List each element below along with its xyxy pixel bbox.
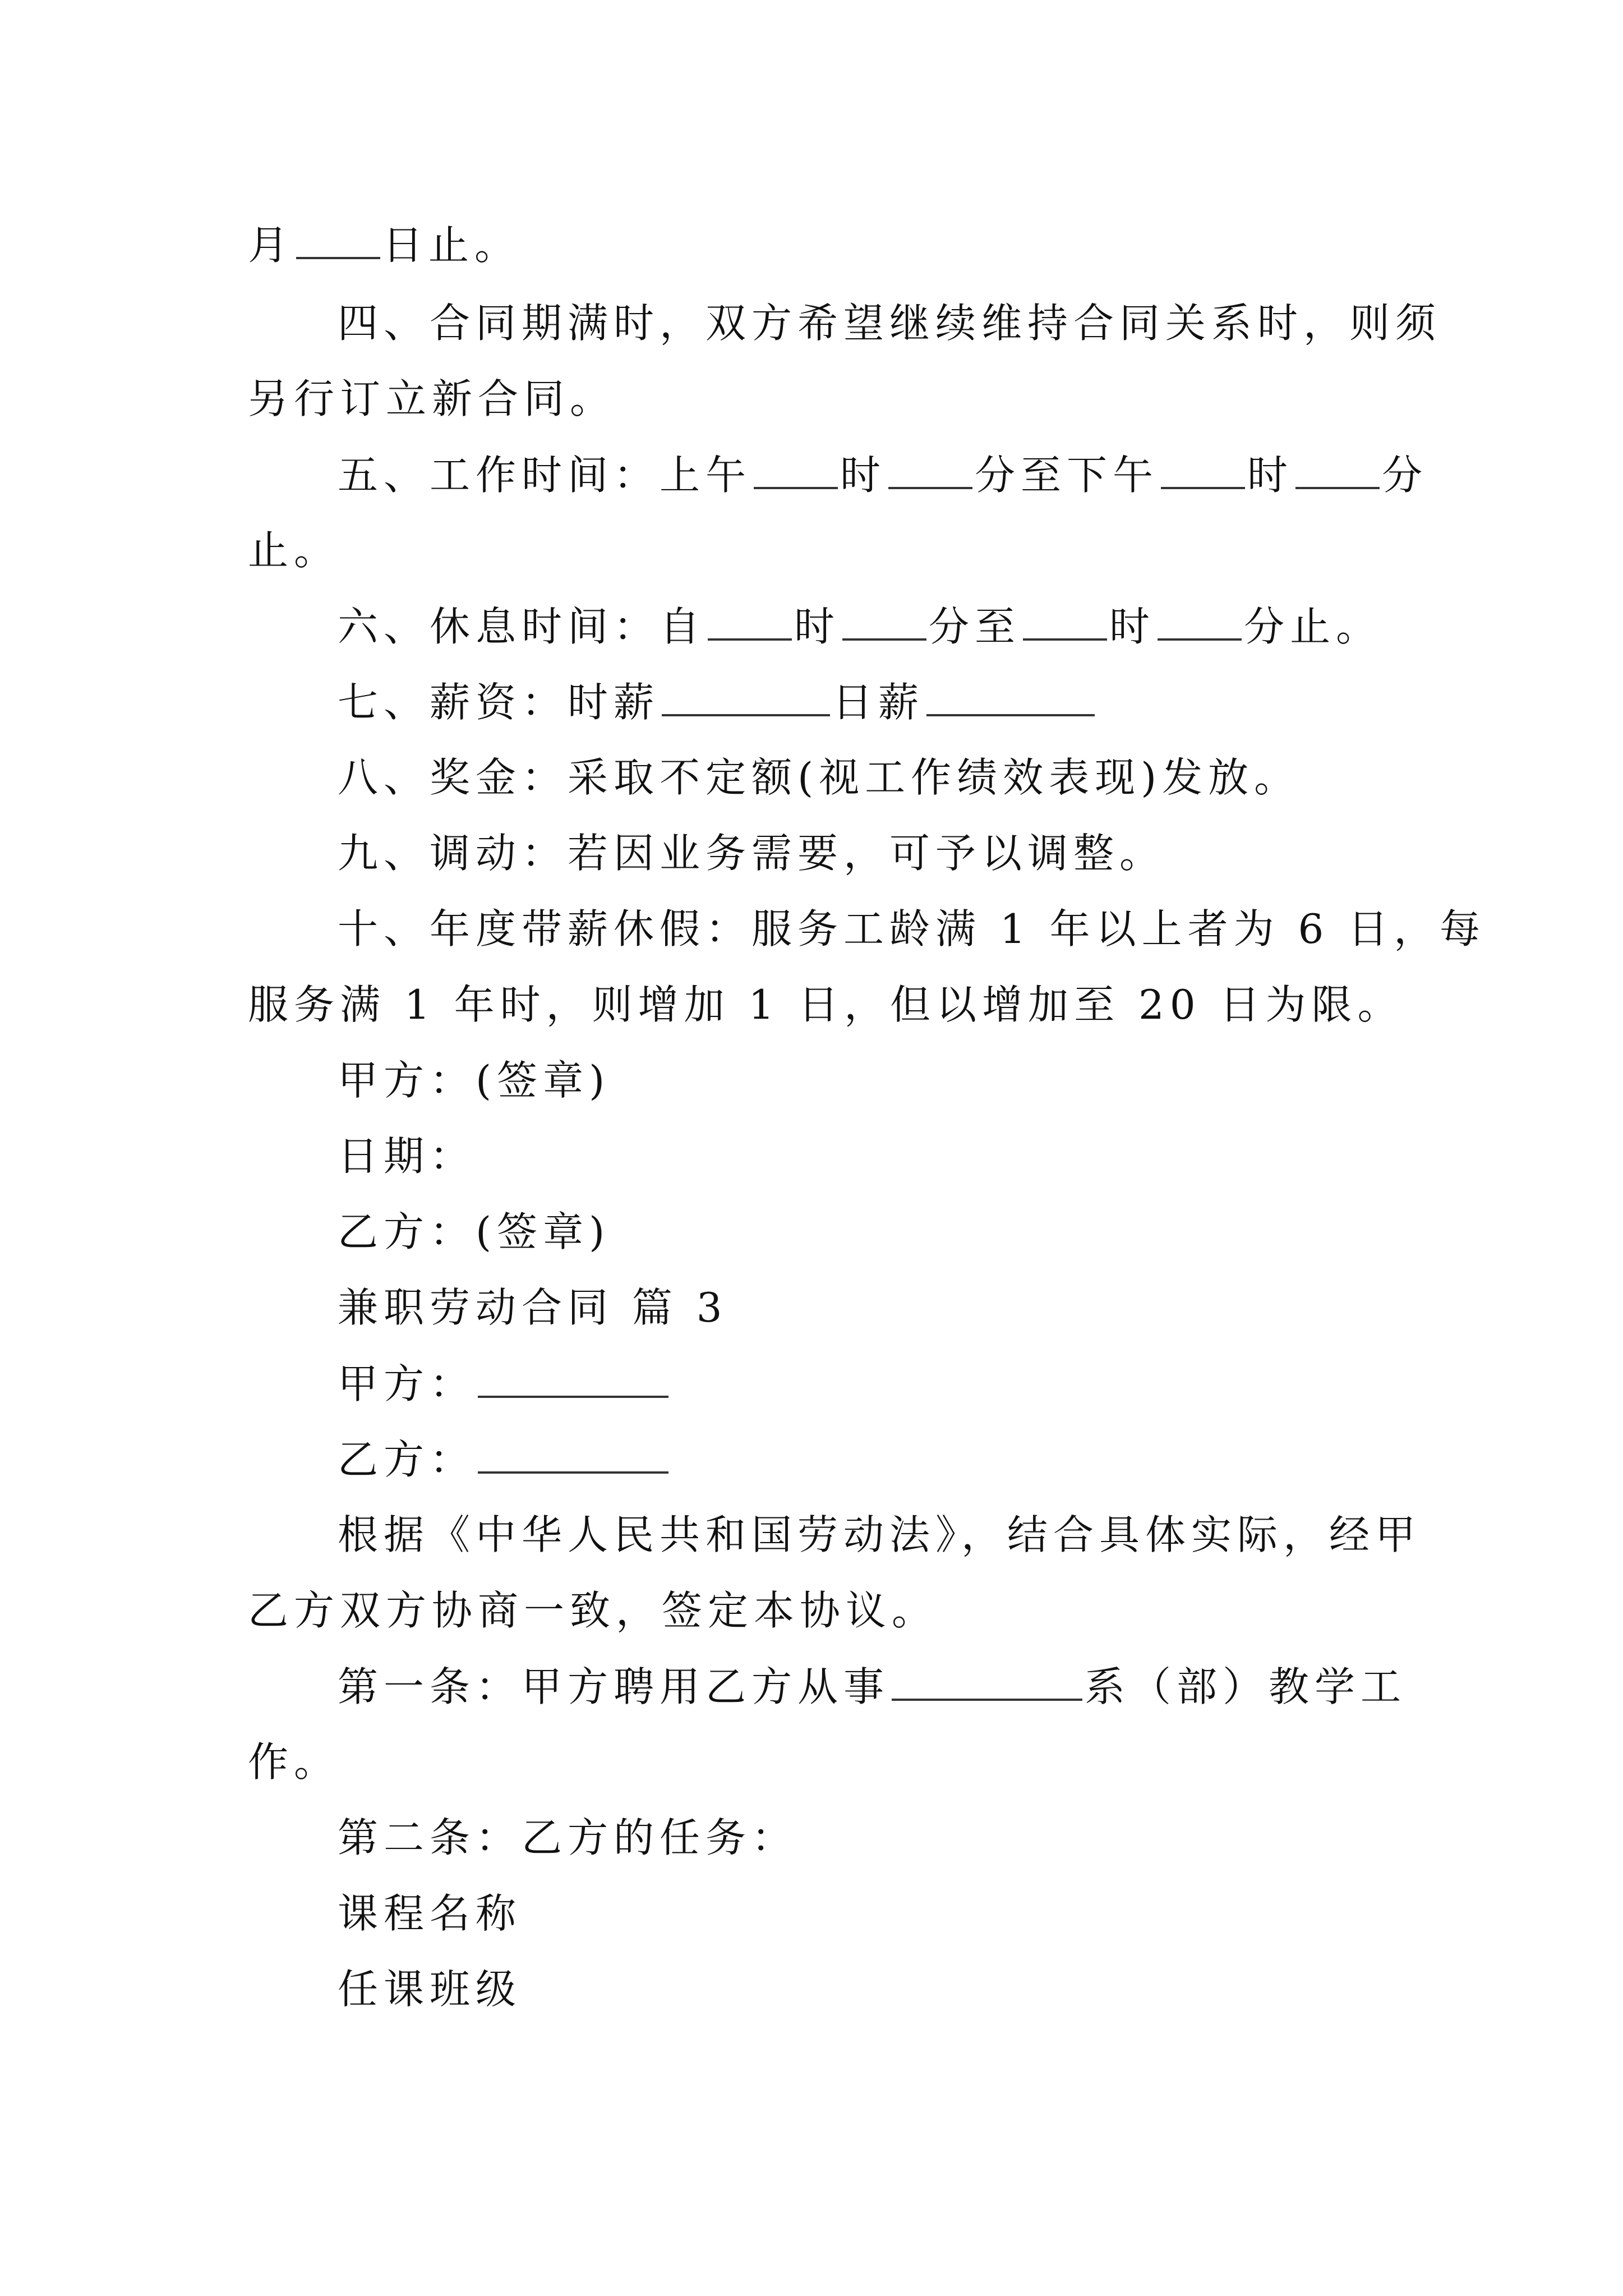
text-segment: 日止。 xyxy=(382,222,521,269)
text-segment: 时 xyxy=(840,452,887,499)
text-segment: 分止。 xyxy=(1244,603,1382,650)
text-line-3: 另行订立新合同。 xyxy=(248,375,616,422)
text-segment: 时 xyxy=(1109,603,1156,650)
blank-start-hour[interactable] xyxy=(754,454,838,489)
text-line-19: 乙方双方协商一致，签定本协议。 xyxy=(248,1587,938,1634)
blank-start-minute[interactable] xyxy=(888,454,972,489)
text-segment: 分至下午 xyxy=(975,452,1159,499)
text-segment: 日薪 xyxy=(832,679,925,726)
text-segment: 乙方： xyxy=(338,1436,476,1483)
text-line-1 xyxy=(248,222,1386,269)
text-line-14: 乙方：(签章) xyxy=(338,1208,611,1255)
text-line-18: 根据《中华人民共和国劳动法》，结合具体实际，经甲 xyxy=(338,1511,1422,1558)
text-line-11: 服务满 1 年时，则增加 1 日，但以增加至 20 日为限。 xyxy=(248,981,1404,1028)
text-line-4 xyxy=(338,452,1428,499)
blank-party-a[interactable] xyxy=(478,1363,668,1398)
text-segment: 时 xyxy=(1247,452,1294,499)
blank-department[interactable] xyxy=(892,1666,1082,1701)
text-line-10: 十、年度带薪休假：服务工龄满 1 年以上者为 6 日，每 xyxy=(338,905,1486,953)
text-line-2: 四、合同期满时，双方希望继续维持合同关系时，则须 xyxy=(338,300,1442,347)
text-line-23: 课程名称 xyxy=(338,1890,522,1937)
text-segment: 系（部）教学工 xyxy=(1085,1663,1407,1710)
blank-daily-wage[interactable] xyxy=(926,682,1095,716)
text-line-12: 甲方：(签章) xyxy=(338,1057,611,1104)
blank-rest-end-hour[interactable] xyxy=(1023,606,1107,641)
text-segment: 分 xyxy=(1382,452,1428,499)
text-line-5: 止。 xyxy=(248,527,340,574)
section-heading: 兼职劳动合同 篇 3 xyxy=(338,1284,728,1331)
text-line-9: 九、调动：若因业务需要，可予以调整。 xyxy=(338,830,1166,877)
text-segment: 甲方： xyxy=(338,1360,476,1407)
text-segment: 七、薪资：时薪 xyxy=(338,679,660,726)
text-line-6 xyxy=(338,603,1386,650)
blank-party-b[interactable] xyxy=(478,1439,668,1474)
blank-day[interactable] xyxy=(296,224,380,259)
blank-rest-start-hour[interactable] xyxy=(708,606,792,641)
text-line-20 xyxy=(338,1663,1407,1710)
blank-end-hour[interactable] xyxy=(1161,454,1245,489)
text-segment: 六、休息时间：自 xyxy=(338,603,706,650)
text-line-7 xyxy=(338,679,1386,726)
text-segment: 分至 xyxy=(929,603,1021,650)
text-segment: 五、工作时间：上午 xyxy=(338,452,752,499)
text-line-8: 八、奖金：采取不定额(视工作绩效表现)发放。 xyxy=(338,754,1301,801)
text-line-21: 作。 xyxy=(248,1738,340,1786)
text-line-22: 第二条：乙方的任务： xyxy=(338,1814,798,1861)
blank-rest-start-minute[interactable] xyxy=(842,606,926,641)
blank-hourly-wage[interactable] xyxy=(662,682,830,716)
text-line-17 xyxy=(338,1436,1386,1483)
text-line-24: 任课班级 xyxy=(338,1966,522,2013)
text-segment: 第一条：甲方聘用乙方从事 xyxy=(338,1663,890,1710)
blank-end-minute[interactable] xyxy=(1295,454,1380,489)
text-segment: 月 xyxy=(248,222,294,269)
blank-rest-end-minute[interactable] xyxy=(1158,606,1242,641)
text-line-13: 日期： xyxy=(338,1133,476,1180)
text-segment: 时 xyxy=(794,603,841,650)
text-line-16 xyxy=(338,1360,1386,1407)
